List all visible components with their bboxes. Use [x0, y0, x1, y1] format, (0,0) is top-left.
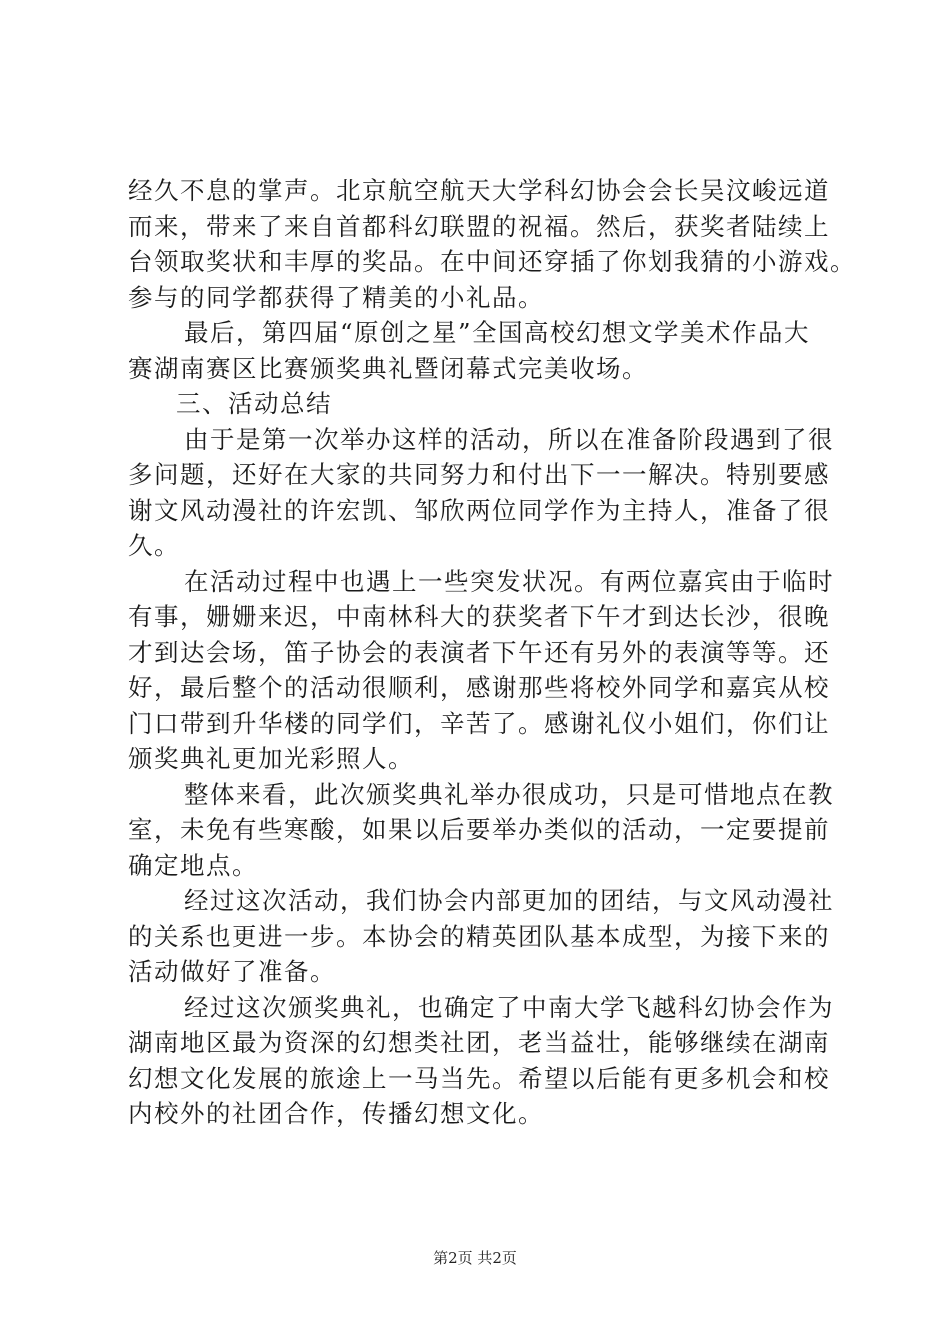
text-line: 的关系也更进一步。本协会的精英团队基本成型，为接下来的 [128, 921, 830, 951]
paragraph-first-line: 最后，第四届“原创之星”全国高校幻想文学美术作品大 [184, 318, 811, 347]
text-line: 赛湖南赛区比赛颁奖典礼暨闭幕式完美收场。 [128, 353, 648, 383]
paragraph-first-line: 整体来看，此次颁奖典礼举办很成功，只是可惜地点在教 [184, 779, 834, 809]
section-heading: 三、活动总结 [176, 389, 332, 418]
text-line: 门口带到升华楼的同学们，辛苦了。感谢礼仪小姐们，你们让 [128, 708, 830, 738]
text-line: 经久不息的掌声。北京航空航天大学科幻协会会长吴汶峻远道 [128, 176, 830, 205]
document-body [128, 173, 856, 1132]
text-line: 有事，姗姗来迟，中南林科大的获奖者下午才到达长沙，很晚 [128, 602, 830, 631]
text-line: 才到达会场，笛子协会的表演者下午还有另外的表演等等。还 [128, 637, 830, 667]
text-line: 久。 [128, 531, 180, 560]
text-line: 谢文风动漫社的许宏凯、邹欣两位同学作为主持人，准备了很 [128, 495, 830, 525]
text-line: 幻想文化发展的旅途上一马当先。希望以后能有更多机会和校 [128, 1063, 830, 1093]
text-line: 好，最后整个的活动很顺利，感谢那些将校外同学和嘉宾从校 [128, 673, 830, 702]
paragraph-first-line: 由于是第一次举办这样的活动，所以在准备阶段遇到了很 [184, 424, 834, 454]
text-line: 多问题，还好在大家的共同努力和付出下一一解决。特别要感 [128, 460, 830, 489]
text-line: 而来，带来了来自首都科幻联盟的祝福。然后，获奖者陆续上 [128, 211, 830, 241]
text-line: 湖南地区最为资深的幻想类社团，老当益壮，能够继续在湖南 [128, 1028, 830, 1057]
text-line: 活动做好了准备。 [128, 957, 336, 986]
paragraph-first-line: 在活动过程中也遇上一些突发状况。有两位嘉宾由于临时 [184, 566, 834, 596]
text-line: 确定地点。 [128, 850, 258, 880]
paragraph-first-line: 经过这次颁奖典礼，也确定了中南大学飞越科幻协会作为 [184, 992, 834, 1022]
page-number-footer: 第2页 共2页 [433, 1249, 517, 1267]
text-line: 颁奖典礼更加光彩照人。 [128, 744, 414, 773]
text-line: 参与的同学都获得了精美的小礼品。 [128, 282, 544, 312]
paragraph-first-line: 经过这次活动，我们协会内部更加的团结，与文风动漫社 [184, 886, 834, 915]
text-line: 室，未免有些寒酸，如果以后要举办类似的活动，一定要提前 [128, 815, 830, 844]
text-line: 内校外的社团合作，传播幻想文化。 [128, 1099, 544, 1128]
text-line: 台领取奖状和丰厚的奖品。在中间还穿插了你划我猜的小游戏。 [128, 247, 856, 276]
